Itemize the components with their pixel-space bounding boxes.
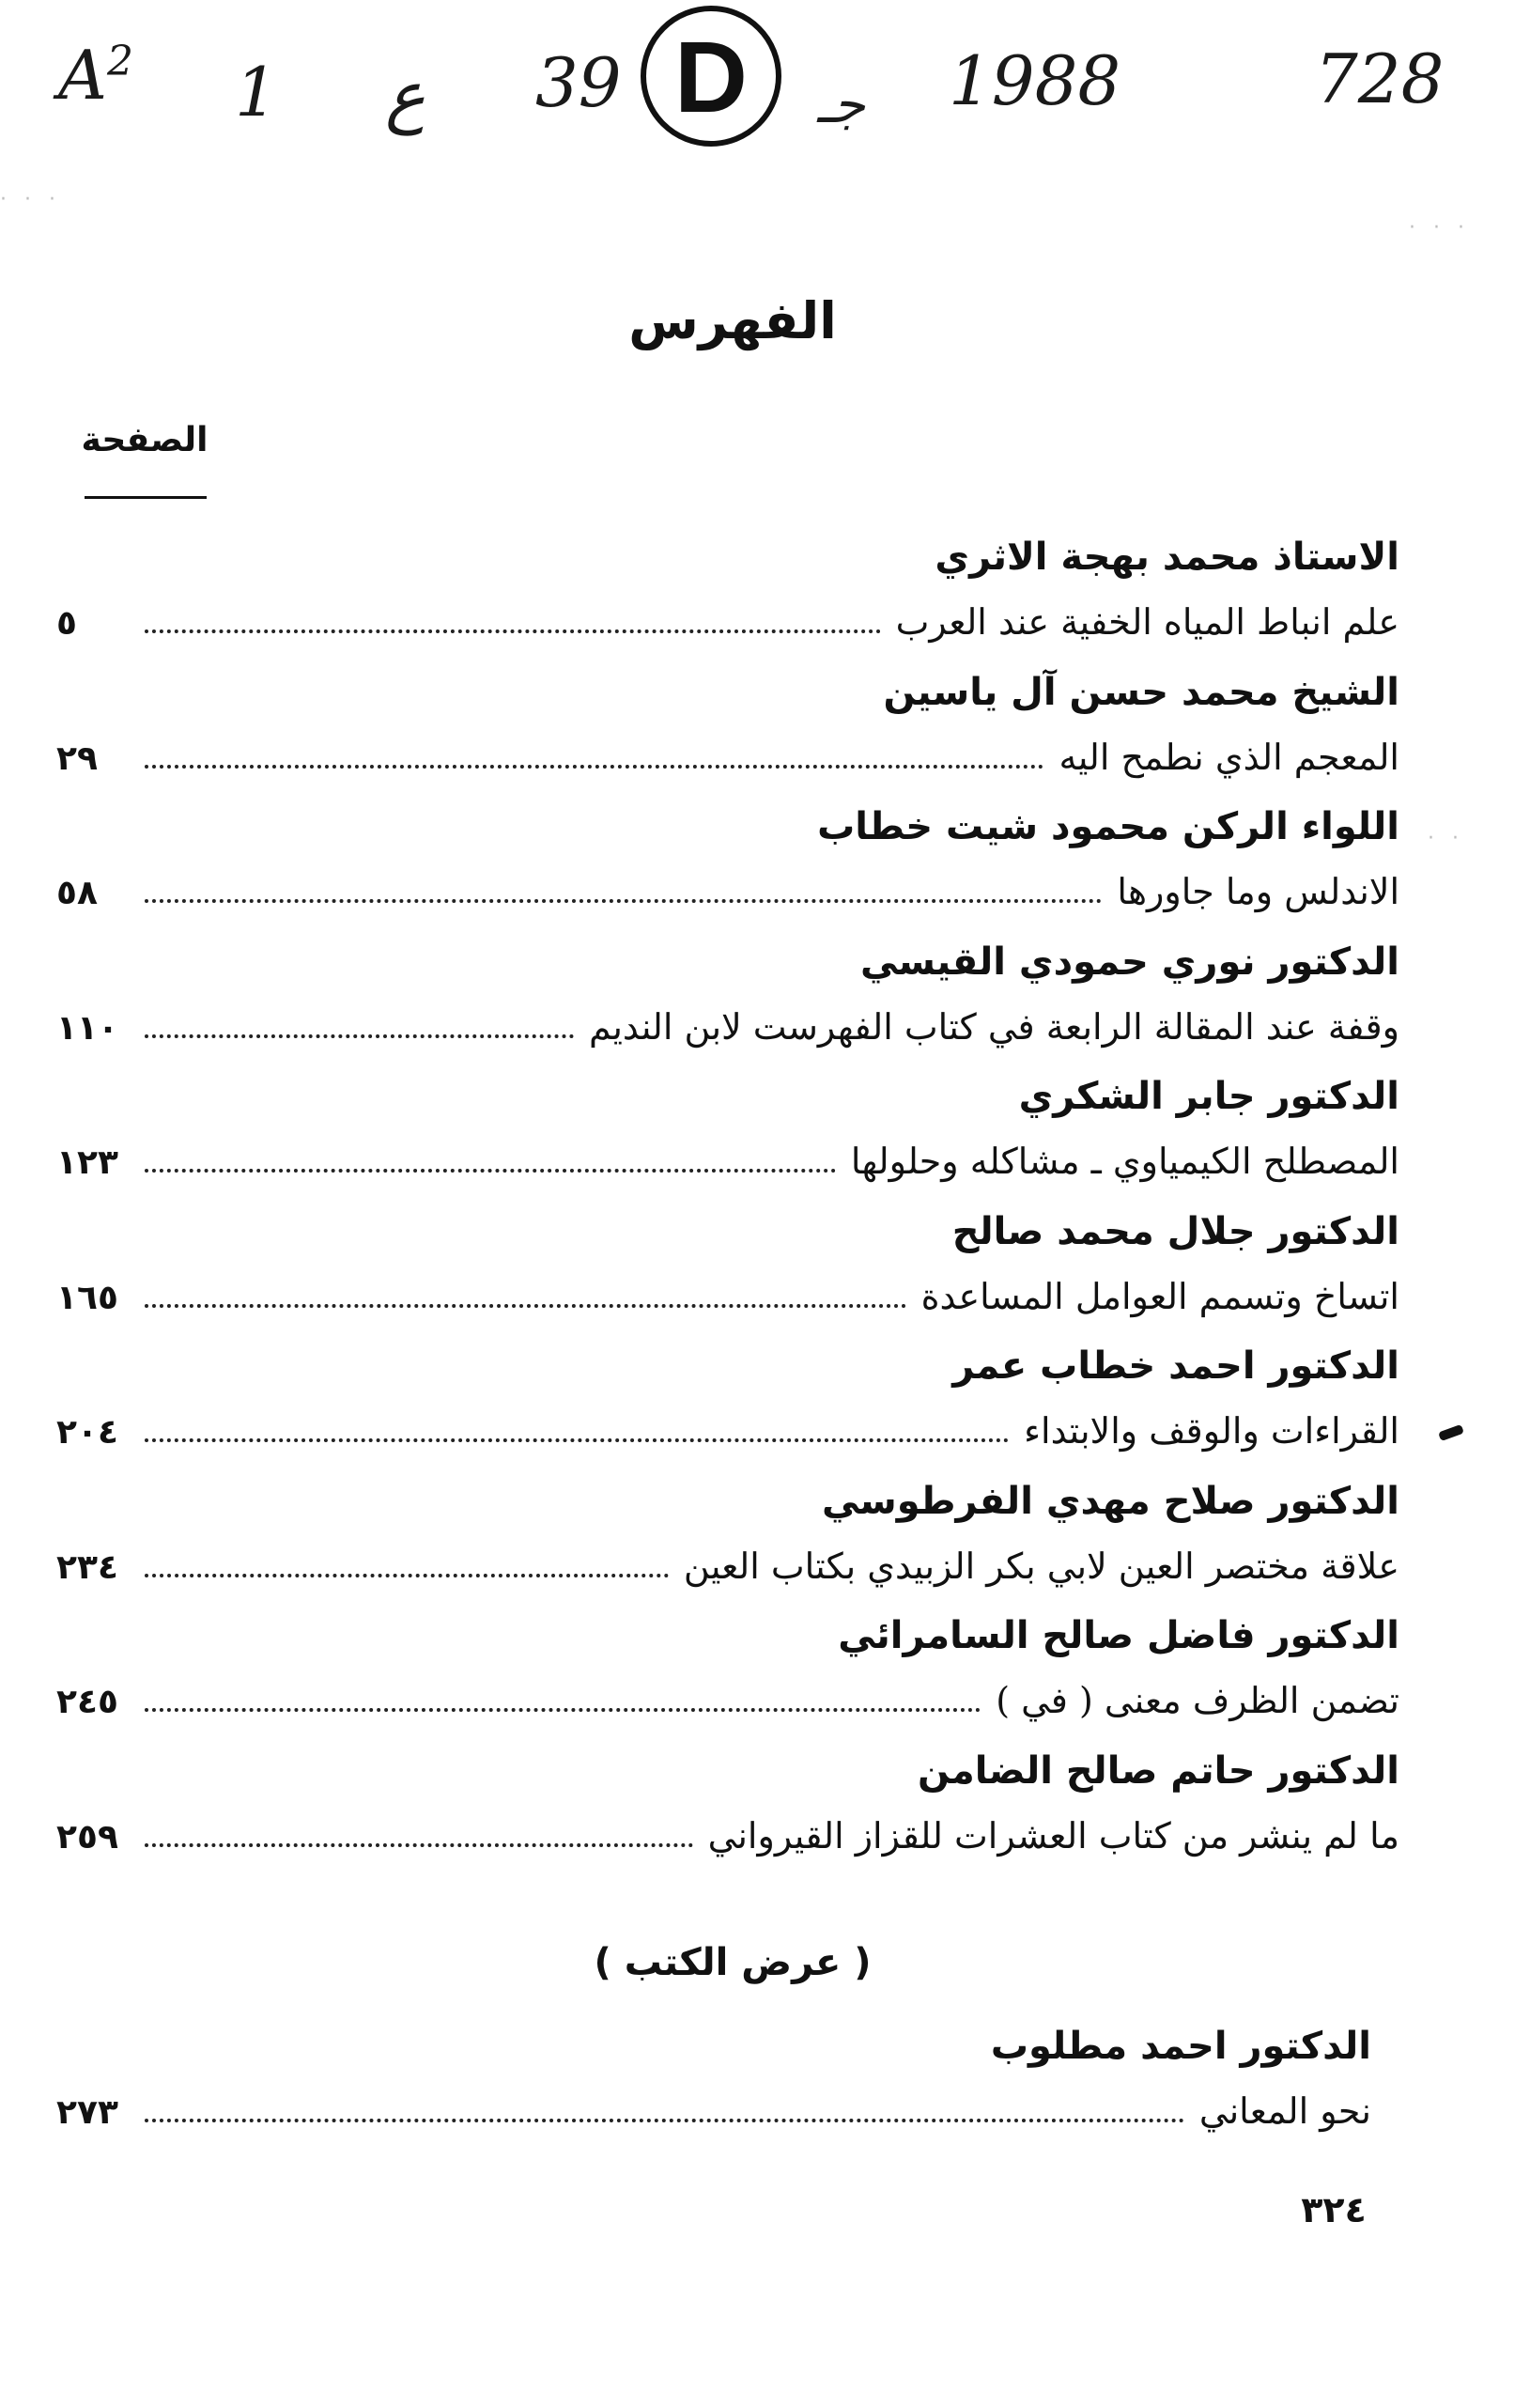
entry-author: الدكتور احمد خطاب عمر	[952, 1344, 1399, 1388]
toc-entry	[56, 805, 1399, 940]
entry-author: الدكتور حاتم صالح الضامن	[918, 1748, 1399, 1793]
entry-article: الاندلس وما جاورها	[1117, 871, 1399, 912]
entry-line	[56, 863, 1399, 912]
toc-entry	[56, 1614, 1399, 1749]
entry-line	[56, 1268, 1399, 1317]
handwritten-a-superscript: 2	[107, 38, 133, 85]
entry-page: ١١٠	[56, 1008, 118, 1048]
dot-leader	[145, 899, 1102, 903]
dot-leader	[145, 1169, 836, 1173]
entry-page: ٢٣٤	[56, 1547, 118, 1587]
dot-leader	[145, 629, 881, 633]
toc-entry	[56, 1480, 1399, 1615]
entry-page: ٢٤٥	[56, 1683, 118, 1721]
entry-author: الدكتور احمد مطلوب	[990, 2025, 1371, 2068]
entry-page: ٢٩	[56, 738, 98, 778]
entry-line	[56, 999, 1399, 1048]
entry-article: وقفة عند المقالة الرابعة في كتاب الفهرست لابن النديم	[589, 1005, 1399, 1048]
scan-noise: · ·	[1428, 827, 1464, 850]
entry-line	[56, 2083, 1371, 2132]
entry-author: الدكتور فاضل صالح السامرائي	[838, 1614, 1399, 1657]
dot-leader	[145, 1034, 574, 1038]
scan-noise: · · ·	[0, 188, 61, 211]
entry-article: المعجم الذي نطمح اليه	[1059, 736, 1399, 778]
entry-article: علم انباط المياه الخفية عند العرب	[895, 601, 1399, 643]
dot-leader	[145, 2119, 1184, 2122]
entry-article: نحو المعاني	[1198, 2090, 1371, 2132]
toc-entry	[56, 671, 1399, 806]
circled-d-stamp: D	[641, 6, 781, 147]
entry-line	[56, 1808, 1399, 1856]
entry-article: علاقة مختصر العين لابي بكر الزبيدي بكتاب العين	[683, 1545, 1399, 1587]
page-column-header: الصفحة	[81, 421, 209, 459]
toc-entries	[56, 536, 1399, 1884]
toc-entry	[56, 1210, 1399, 1345]
handwritten-juz: جـ	[817, 74, 866, 135]
entry-author: الدكتور جلال محمد صالح	[951, 1209, 1399, 1253]
toc-entry	[56, 536, 1399, 671]
dot-leader	[145, 1843, 693, 1847]
entry-page: ٥٨	[56, 874, 98, 912]
entry-author: الدكتور جابر الشكري	[1018, 1075, 1399, 1118]
handwritten-ain: ع	[385, 56, 425, 135]
entry-line	[56, 1133, 1399, 1182]
dot-leader	[145, 765, 1043, 769]
handwritten-39: 39	[535, 43, 622, 122]
entry-page: ٢٥٩	[56, 1817, 118, 1856]
entry-line	[56, 1538, 1399, 1587]
handwritten-one: 1	[235, 53, 278, 132]
footer-page-number: ٣٢٤	[1301, 2189, 1367, 2230]
entry-author: الاستاذ محمد بهجة الاثري	[935, 536, 1399, 579]
entry-line	[56, 1672, 1399, 1721]
handwritten-year: 1988	[949, 41, 1121, 120]
page-title: الفهرس	[628, 291, 837, 350]
section-heading-book-reviews: ( عرض الكتب )	[594, 1941, 872, 1984]
entry-page: ٢٧٣	[56, 2093, 118, 2132]
entry-page: ٢٠٤	[56, 1413, 118, 1452]
entry-page: ١٦٥	[56, 1278, 118, 1317]
toc-entry-book-review	[56, 2025, 1371, 2147]
dot-leader	[145, 1304, 906, 1308]
toc-entry	[56, 1075, 1399, 1210]
entry-article: ما لم ينشر من كتاب العشرات للقزاز القيرواني	[707, 1814, 1399, 1856]
dot-leader	[145, 1438, 1009, 1442]
entry-line	[56, 1403, 1399, 1452]
page-column-rule	[85, 496, 207, 499]
dot-leader	[145, 1708, 981, 1712]
entry-author: الشيخ محمد حسن آل ياسين	[883, 670, 1399, 714]
entry-author: الدكتور نوري حمودي القيسي	[859, 940, 1399, 984]
toc-entry	[56, 1749, 1399, 1885]
dot-leader	[145, 1574, 669, 1577]
handwritten-a: $A^2$	[58, 36, 133, 115]
toc-entry	[56, 1344, 1399, 1480]
handwritten-code: 728	[1315, 39, 1445, 118]
entry-author: اللواء الركن محمود شيت خطاب	[817, 805, 1399, 848]
entry-article: القراءات والوقف والابتداء	[1024, 1410, 1399, 1452]
toc-entry	[56, 940, 1399, 1076]
entry-article: تضمن الظرف معنى ( في )	[996, 1680, 1399, 1721]
entry-article: اتساخ وتسمم العوامل المساعدة	[920, 1275, 1399, 1317]
entry-author: الدكتور صلاح مهدي الفرطوسي	[821, 1479, 1399, 1523]
entry-line	[56, 729, 1399, 778]
entry-page: ٥	[56, 604, 77, 643]
scan-noise: · · ·	[1409, 216, 1470, 240]
margin-ink-mark	[1438, 1424, 1464, 1441]
entry-page: ١٢٣	[56, 1143, 118, 1182]
entry-line	[56, 594, 1399, 643]
entry-article: المصطلح الكيمياوي ـ مشاكله وحلولها	[850, 1141, 1399, 1182]
